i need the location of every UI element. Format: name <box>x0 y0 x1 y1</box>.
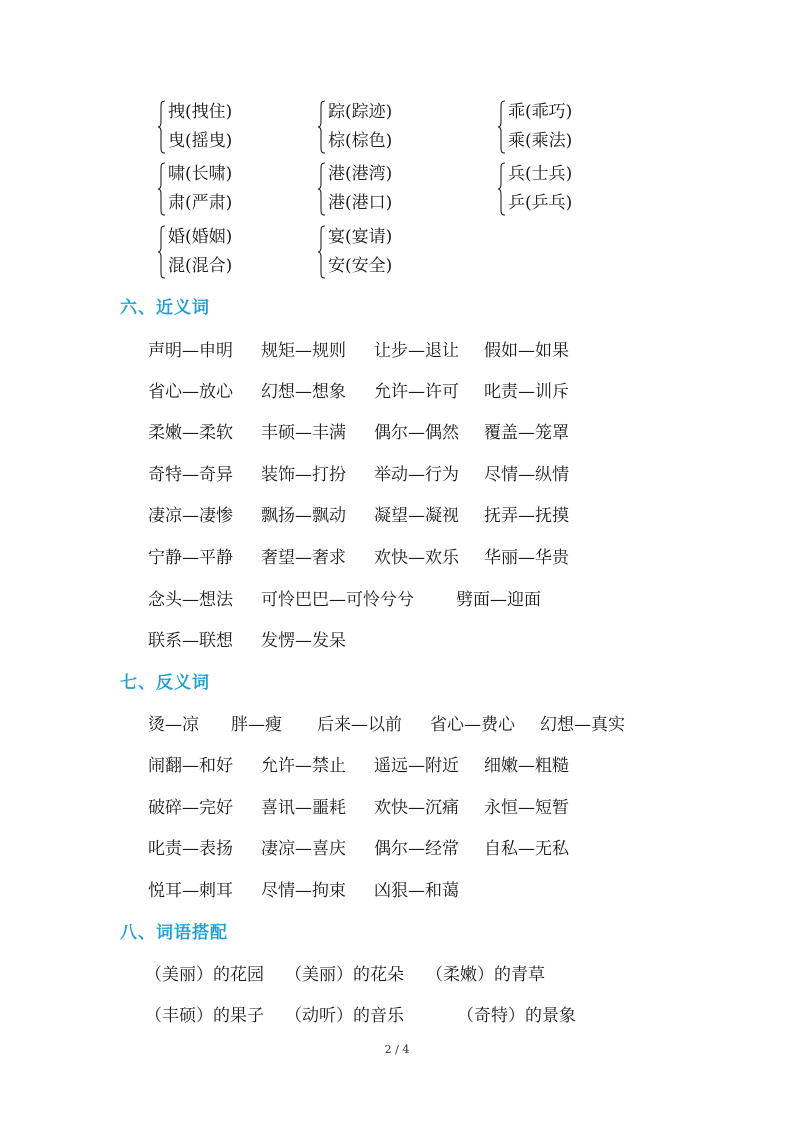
word-pair: 宁静—平静 <box>148 548 233 568</box>
word-pair: 尽情—拘束 <box>261 881 346 901</box>
word-pair: 破碎—完好 <box>148 798 233 818</box>
word-pair: 凶狠—和蔼 <box>374 881 459 901</box>
char-pair-line: 曳(摇曳) <box>168 131 233 151</box>
word-pair: 喜讯—噩耗 <box>261 798 346 818</box>
collocation-item: （奇特）的景象 <box>457 1006 576 1026</box>
word-pair: 允许—许可 <box>374 382 459 402</box>
word-pair: 可怜巴巴—可怜兮兮 <box>261 590 414 610</box>
char-pair-line: 拽(拽住) <box>168 102 233 122</box>
word-pair: 叱责—训斥 <box>484 382 569 402</box>
word-pair: 欢快—沉痛 <box>374 798 459 818</box>
word-pair: 覆盖—笼罩 <box>484 423 569 443</box>
char-pair-group <box>498 160 648 218</box>
word-pair: 偶尔—经常 <box>374 839 459 859</box>
char-pair-line: 棕(棕色) <box>328 131 393 151</box>
brace-icon <box>158 162 166 216</box>
char-pair-line: 啸(长啸) <box>168 164 233 184</box>
char-pair-line: 肃(严肃) <box>168 193 233 213</box>
word-pair: 劈面—迎面 <box>456 590 541 610</box>
word-pair: 奇特—奇异 <box>148 465 233 485</box>
antonym-row <box>148 793 569 818</box>
char-pair-group <box>318 98 468 156</box>
word-pair: 凝望—凝视 <box>374 506 459 526</box>
brace-icon <box>498 162 506 216</box>
word-pair: 柔嫩—柔软 <box>148 423 233 443</box>
word-pair: 让步—退让 <box>374 341 459 361</box>
word-pair: 飘扬—飘动 <box>261 506 346 526</box>
brace-icon <box>158 100 166 154</box>
collocation-row <box>145 960 545 985</box>
section-title-synonyms: 六、近义词 <box>120 298 210 318</box>
synonym-row <box>148 626 346 651</box>
word-pair: 偶尔—偶然 <box>374 423 459 443</box>
char-pair-line: 安(安全) <box>328 256 393 276</box>
word-pair: 省心—放心 <box>148 382 233 402</box>
char-pair-group <box>498 98 648 156</box>
char-pair-line: 港(港口) <box>328 193 393 213</box>
synonym-row <box>148 501 569 526</box>
char-pair-line: 混(混合) <box>168 256 233 276</box>
char-pair-line: 乘(乘法) <box>508 131 573 151</box>
collocation-item: （动听）的音乐 <box>285 1006 404 1026</box>
char-pair-line: 踪(踪迹) <box>328 102 393 122</box>
char-pair-line: 乖(乖巧) <box>508 102 573 122</box>
word-pair: 省心—费心 <box>430 715 515 735</box>
char-pair-line: 港(港湾) <box>328 164 393 184</box>
word-pair: 烫—凉 <box>148 715 199 735</box>
word-pair: 遥远—附近 <box>374 756 459 776</box>
brace-icon <box>158 225 166 279</box>
collocation-item: （美丽）的花园 <box>145 965 264 985</box>
word-pair: 尽情—纵情 <box>484 465 569 485</box>
word-pair: 丰硕—丰满 <box>261 423 346 443</box>
collocation-item: （美丽）的花朵 <box>285 965 404 985</box>
word-pair: 凄凉—凄惨 <box>148 506 233 526</box>
word-pair: 幻想—真实 <box>540 715 625 735</box>
word-pair: 允许—禁止 <box>261 756 346 776</box>
word-pair: 自私—无私 <box>484 839 569 859</box>
word-pair: 装饰—打扮 <box>261 465 346 485</box>
word-pair: 悦耳—刺耳 <box>148 881 233 901</box>
word-pair: 胖—瘦 <box>231 715 282 735</box>
section-title-collocations: 八、词语搭配 <box>120 923 228 943</box>
brace-icon <box>318 100 326 154</box>
word-pair: 抚弄—抚摸 <box>484 506 569 526</box>
word-pair: 细嫩—粗糙 <box>484 756 569 776</box>
section-title-antonyms: 七、反义词 <box>120 673 210 693</box>
char-pair-group <box>158 223 308 281</box>
word-pair: 幻想—想象 <box>261 382 346 402</box>
synonym-row <box>148 336 569 361</box>
word-pair: 声明—申明 <box>148 341 233 361</box>
char-pair-group <box>158 160 308 218</box>
synonym-row <box>148 460 569 485</box>
antonym-row <box>148 834 569 859</box>
brace-icon <box>498 100 506 154</box>
synonym-row <box>148 543 569 568</box>
word-pair: 永恒—短暂 <box>484 798 569 818</box>
word-pair: 念头—想法 <box>148 590 233 610</box>
collocation-item: （柔嫩）的青草 <box>426 965 545 985</box>
char-pair-line: 兵(士兵) <box>508 164 573 184</box>
collocation-item: （丰硕）的果子 <box>145 1006 264 1026</box>
word-pair: 华丽—华贵 <box>484 548 569 568</box>
char-pair-group <box>318 160 468 218</box>
brace-icon <box>318 162 326 216</box>
char-pair-line: 婚(婚姻) <box>168 227 233 247</box>
synonym-row <box>148 418 569 443</box>
char-pair-group <box>158 98 308 156</box>
synonym-row <box>148 585 541 610</box>
word-pair: 后来—以前 <box>317 715 402 735</box>
synonym-row <box>148 377 569 402</box>
word-pair: 假如—如果 <box>484 341 569 361</box>
brace-icon <box>318 225 326 279</box>
antonym-row <box>148 710 625 735</box>
word-pair: 规矩—规则 <box>261 341 346 361</box>
word-pair: 叱责—表扬 <box>148 839 233 859</box>
antonym-row <box>148 876 459 901</box>
word-pair: 凄凉—喜庆 <box>261 839 346 859</box>
char-pair-group <box>318 223 468 281</box>
collocation-row <box>145 1001 576 1026</box>
word-pair: 举动—行为 <box>374 465 459 485</box>
word-pair: 奢望—奢求 <box>261 548 346 568</box>
char-pair-line: 宴(宴请) <box>328 227 393 247</box>
word-pair: 欢快—欢乐 <box>374 548 459 568</box>
page-number: 2 / 4 <box>384 1043 410 1056</box>
word-pair: 闹翻—和好 <box>148 756 233 776</box>
word-pair: 发愣—发呆 <box>261 631 346 651</box>
word-pair: 联系—联想 <box>148 631 233 651</box>
char-pair-line: 乒(乒乓) <box>508 193 573 213</box>
antonym-row <box>148 751 569 776</box>
